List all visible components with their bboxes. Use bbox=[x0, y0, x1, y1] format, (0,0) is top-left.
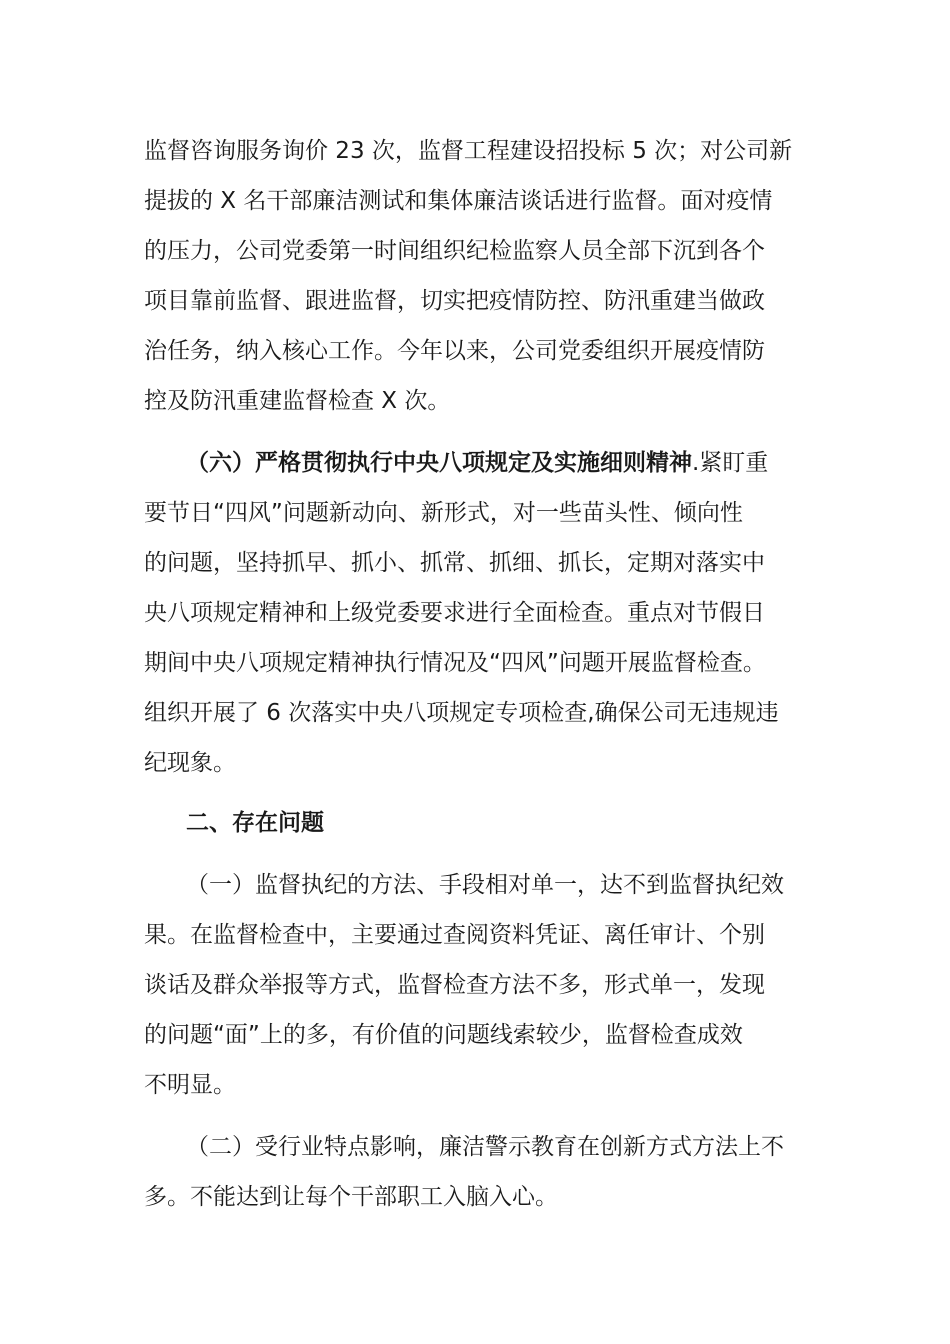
text-line: 期间中央八项规定精神执行情况及“四风”问题开展监督检查。 bbox=[144, 650, 766, 676]
text-line: 多。不能达到让每个干部职工入脑入心。 bbox=[144, 1184, 558, 1210]
text-line: 的问题“面”上的多，有价值的问题线索较少，监督检查成效 bbox=[144, 1022, 743, 1048]
paragraph-lead-line bbox=[186, 448, 768, 478]
text-line: 谈话及群众举报等方式，监督检查方法不多，形式单一，发现 bbox=[144, 972, 765, 998]
section-heading: 二、存在问题 bbox=[186, 810, 324, 836]
text-line: 要节日“四风”问题新动向、新形式，对一些苗头性、倾向性 bbox=[144, 500, 743, 526]
text-line: 央八项规定精神和上级党委要求进行全面检查。重点对节假日 bbox=[144, 600, 765, 626]
text-line: 控及防汛重建监督检查 X 次。 bbox=[144, 388, 451, 414]
text-line: 不明显。 bbox=[144, 1072, 236, 1098]
text-line: 果。在监督检查中，主要通过查阅资料凭证、离任审计、个别 bbox=[144, 922, 765, 948]
text-line: 的问题，坚持抓早、抓小、抓常、抓细、抓长，定期对落实中 bbox=[144, 550, 765, 576]
text-line: 纪现象。 bbox=[144, 750, 236, 776]
text-line: 监督咨询服务询价 23 次，监督工程建设招投标 5 次；对公司新 bbox=[144, 138, 793, 164]
text-line: （二）受行业特点影响，廉洁警示教育在创新方式方法上不 bbox=[186, 1134, 784, 1160]
text-line: （一）监督执纪的方法、手段相对单一，达不到监督执纪效 bbox=[186, 872, 784, 898]
paragraph-lead-bold: （六）严格贯彻执行中央八项规定及实施细则精神 bbox=[186, 450, 692, 476]
text-line: 项目靠前监督、跟进监督，切实把疫情防控、防汛重建当做政 bbox=[144, 288, 765, 314]
text-line: 治任务，纳入核心工作。今年以来，公司党委组织开展疫情防 bbox=[144, 338, 765, 364]
text-line: 组织开展了 6 次落实中央八项规定专项检查,确保公司无违规违 bbox=[144, 700, 779, 726]
text-line: 的压力，公司党委第一时间组织纪检监察人员全部下沉到各个 bbox=[144, 238, 765, 264]
paragraph-lead-rest: .紧盯重 bbox=[692, 450, 769, 476]
text-line: 提拔的 X 名干部廉洁测试和集体廉洁谈话进行监督。面对疫情 bbox=[144, 188, 773, 214]
